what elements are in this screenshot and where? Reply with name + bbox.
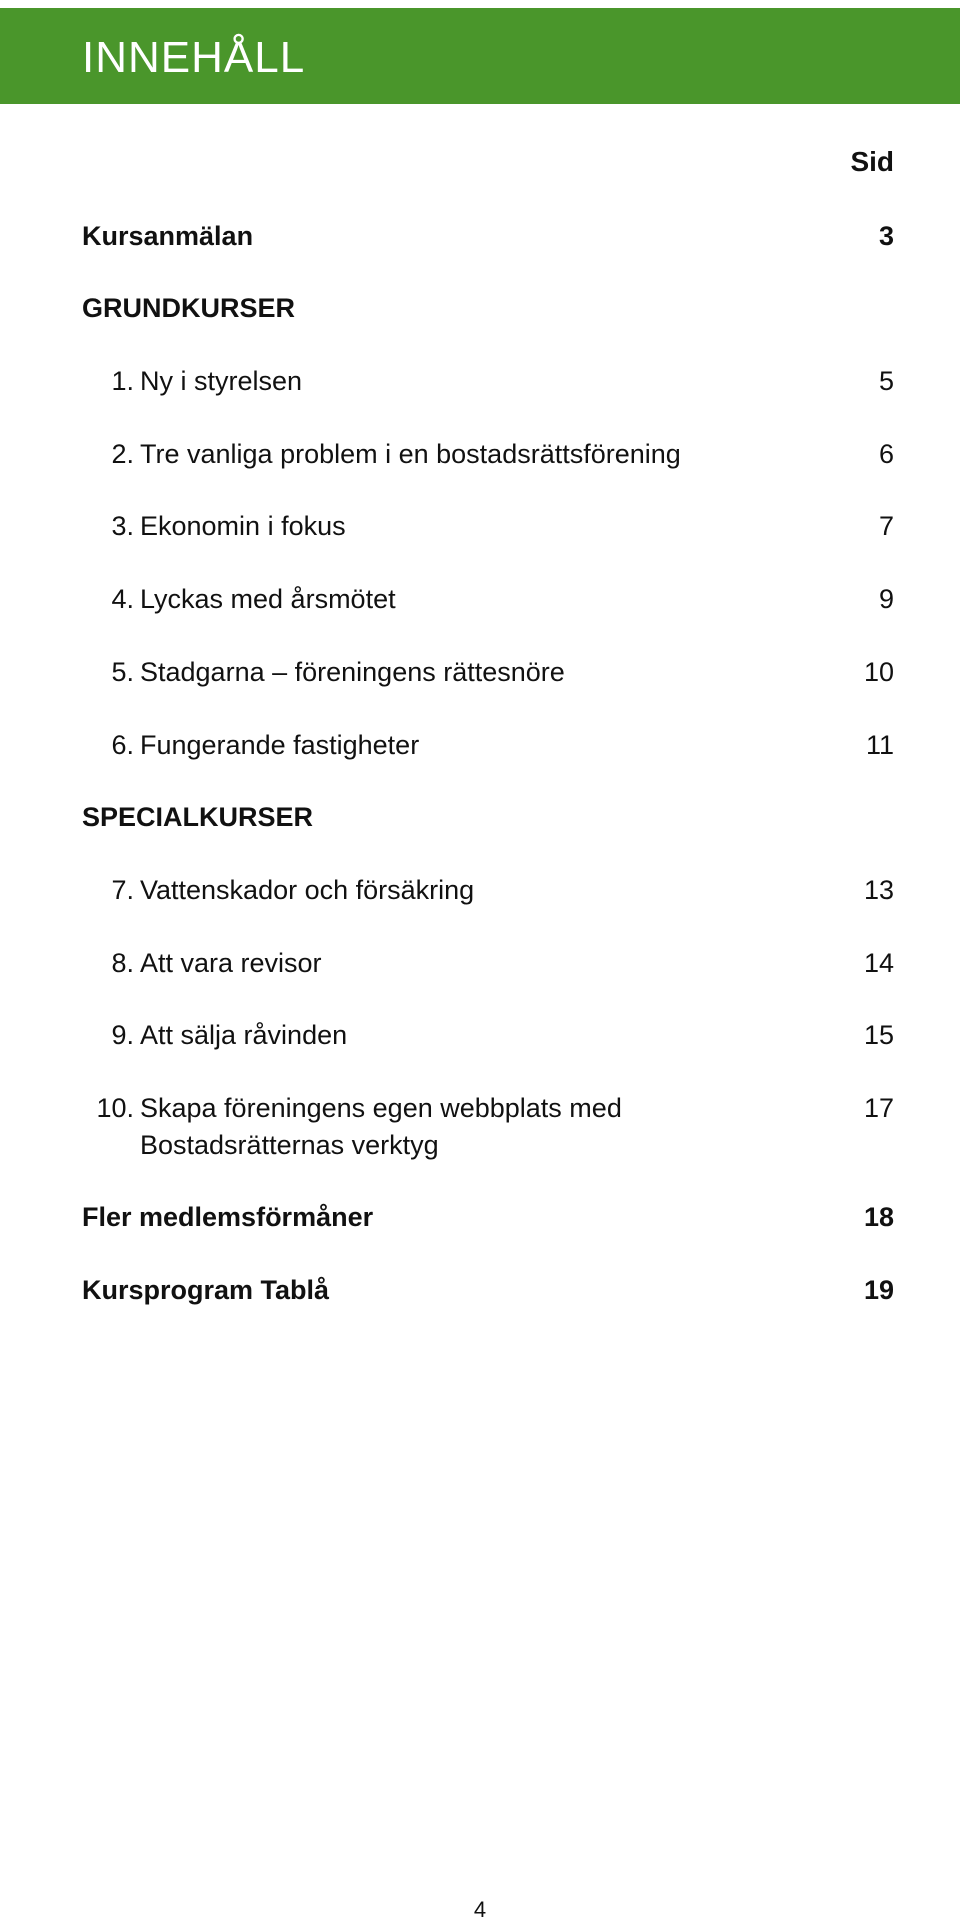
toc-entry-number: 8. — [111, 948, 134, 978]
toc-entry-page: 9 — [878, 584, 894, 614]
page-number: 4 — [473, 1897, 487, 1922]
toc-entry-label: Kursprogram Tablå — [82, 1275, 330, 1305]
toc-entry-label: Att vara revisor — [140, 948, 322, 978]
page-column-heading: Sid — [850, 146, 894, 177]
toc-entry-label-line-2: Bostadsrätternas verktyg — [140, 1130, 439, 1160]
toc-entry-page: 18 — [863, 1202, 894, 1232]
toc-entry-label: Lyckas med årsmötet — [140, 584, 396, 614]
toc-entry-label: Att sälja råvinden — [140, 1020, 348, 1050]
toc-entry-label: Kursanmälan — [82, 221, 254, 251]
toc-entry-page: 6 — [878, 439, 894, 469]
toc-entry-number: 7. — [111, 875, 134, 905]
toc-entry-label: Tre vanliga problem i en bostadsrättsförening — [140, 439, 681, 469]
toc-entry-number: 2. — [111, 439, 134, 469]
toc-entry-number: 9. — [111, 1020, 134, 1050]
toc-entry-page: 19 — [863, 1275, 894, 1305]
table-of-contents — [82, 0, 894, 1928]
toc-entry-label: Ny i styrelsen — [140, 366, 303, 396]
toc-entry-label: Vattenskador och försäkring — [140, 875, 475, 905]
toc-entry-label: Fler medlemsförmåner — [82, 1202, 374, 1232]
toc-entry-number: 4. — [111, 584, 134, 614]
toc-entry-label — [140, 1090, 760, 1164]
toc-entry-number: 10. — [96, 1093, 134, 1123]
toc-entry-number: 5. — [111, 657, 134, 687]
toc-entry-label: Stadgarna – föreningens rättesnöre — [140, 657, 565, 687]
toc-entry-page: 10 — [863, 657, 894, 687]
toc-entry-label-line-1: Skapa föreningens egen webbplats med — [140, 1093, 622, 1123]
toc-entry-number: 3. — [111, 511, 134, 541]
section-heading-label: GRUNDKURSER — [82, 293, 296, 323]
toc-entry-label: Fungerande fastigheter — [140, 730, 420, 760]
toc-entry-page: 5 — [878, 366, 894, 396]
toc-entry-number: 6. — [111, 730, 134, 760]
toc-entry-page: 17 — [863, 1093, 894, 1123]
toc-entry-page: 7 — [878, 511, 894, 541]
toc-entry-label: Ekonomin i fokus — [140, 511, 346, 541]
section-heading-label: SPECIALKURSER — [82, 802, 314, 832]
toc-entry-page: 13 — [863, 875, 894, 905]
toc-entry-page: 11 — [865, 730, 894, 760]
toc-entry-page: 3 — [878, 221, 894, 251]
page-title: INNEHÅLL — [82, 33, 306, 82]
toc-entry-page: 14 — [863, 948, 894, 978]
toc-entry-number: 1. — [111, 366, 134, 396]
toc-entry-page: 15 — [863, 1020, 894, 1050]
